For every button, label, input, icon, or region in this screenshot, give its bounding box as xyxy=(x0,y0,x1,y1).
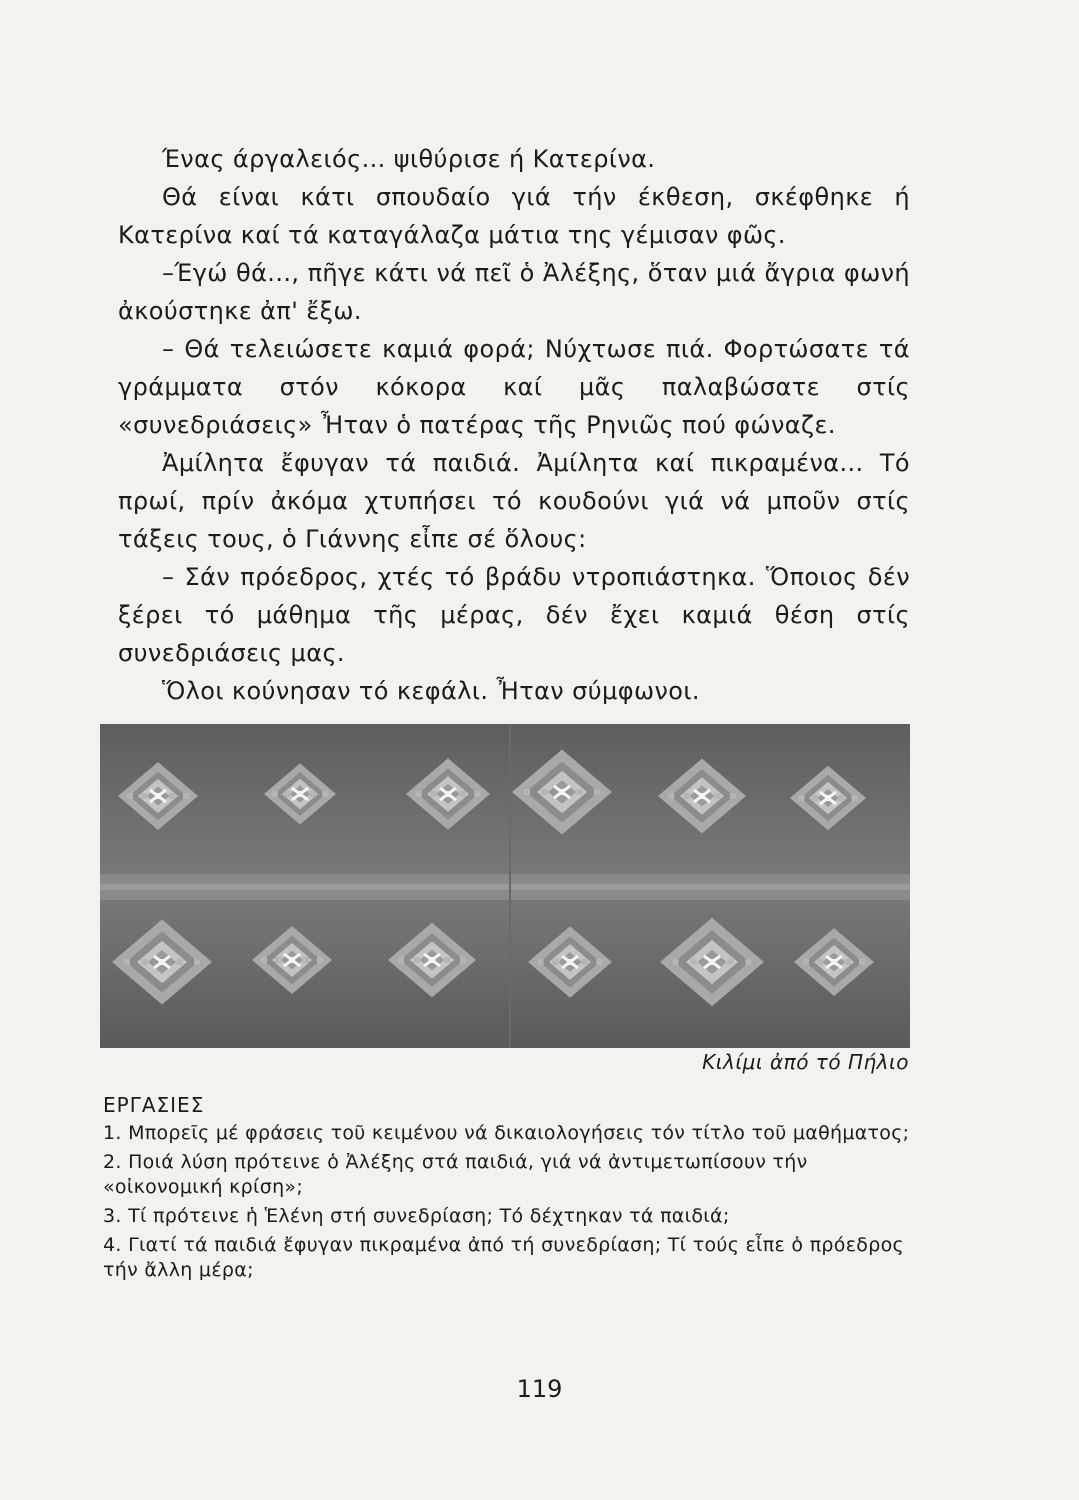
exercises-section xyxy=(103,1093,913,1287)
exercise-item: 3. Τί πρότεινε ἡ Ἑλένη στή συνεδρίαση; Τό δέχτηκαν τά παιδιά; xyxy=(103,1205,730,1227)
image-caption: Κιλίμι ἀπό τό Πήλιο xyxy=(702,1050,909,1074)
paragraph: – Θά τελειώσετε καμιά φορά; Νύχτωσε πιά. Φορτώσατε τά γράμματα στόν κόκορα καί μᾶς παλαβώσατε στίς «συνεδριάσεις» Ἦταν ὁ πατέρας τῆς Ρηνιῶς πού φώναζε. xyxy=(118,335,910,439)
exercises-heading: ΕΡΓΑΣΙΕΣ xyxy=(103,1093,205,1117)
exercise-item: 4. Γιατί τά παιδιά ἔφυγαν πικραμένα ἀπό τή συνεδρίαση; Τί τούς εἶπε ὁ πρόεδρος τήν ἄλλη μέρα; xyxy=(103,1234,904,1281)
story-text xyxy=(118,140,910,710)
paragraph: Ὅλοι κούνησαν τό κεφάλι. Ἦταν σύμφωνοι. xyxy=(162,677,700,705)
paragraph: –Έγώ θά..., πῆγε κάτι νά πεῖ ὁ Ἀλέξης, ὅταν μιά ἄγρια φωνή ἀκούστηκε ἀπ' ἔξω. xyxy=(118,259,910,325)
page-number: 119 xyxy=(516,1375,563,1403)
paragraph: Ένας άργαλειός... ψιθύρισε ή Κατερίνα. xyxy=(162,145,656,173)
paragraph: – Σάν πρόεδρος, χτές τό βράδυ ντροπιάστηκα. Ὅποιος δέν ξέρει τό μάθημα τῆς μέρας, δέν ἔχει καμιά θέση στίς συνεδριάσεις μας. xyxy=(118,563,910,667)
exercise-item: 2. Ποιά λύση πρότεινε ὁ Ἀλέξης στά παιδιά, γιά νά ἀντιμετωπίσουν τήν «οἰκονομική κρίση»; xyxy=(103,1151,808,1198)
paragraph: Ἀμίλητα ἔφυγαν τά παιδιά. Ἀμίλητα καί πικραμένα... Τό πρωί, πρίν ἀκόμα χτυπήσει τό κουδούνι γιά νά μποῦν στίς τάξεις τους, ὁ Γιάννης εἶπε σέ ὅλους: xyxy=(118,449,910,553)
kilim-pattern xyxy=(100,724,910,1048)
paragraph: Θά είναι κάτι σπουδαίο γιά τήν έκθεση, σκέφθηκε ή Κατερίνα καί τά καταγάλαζα μάτια της γέμισαν φῶς. xyxy=(118,183,910,249)
kilim-photo xyxy=(100,724,910,1048)
exercise-item: 1. Μπορεῖς μέ φράσεις τοῦ κειμένου νά δικαιολογήσεις τόν τίτλο τοῦ μαθήματος; xyxy=(103,1122,910,1144)
